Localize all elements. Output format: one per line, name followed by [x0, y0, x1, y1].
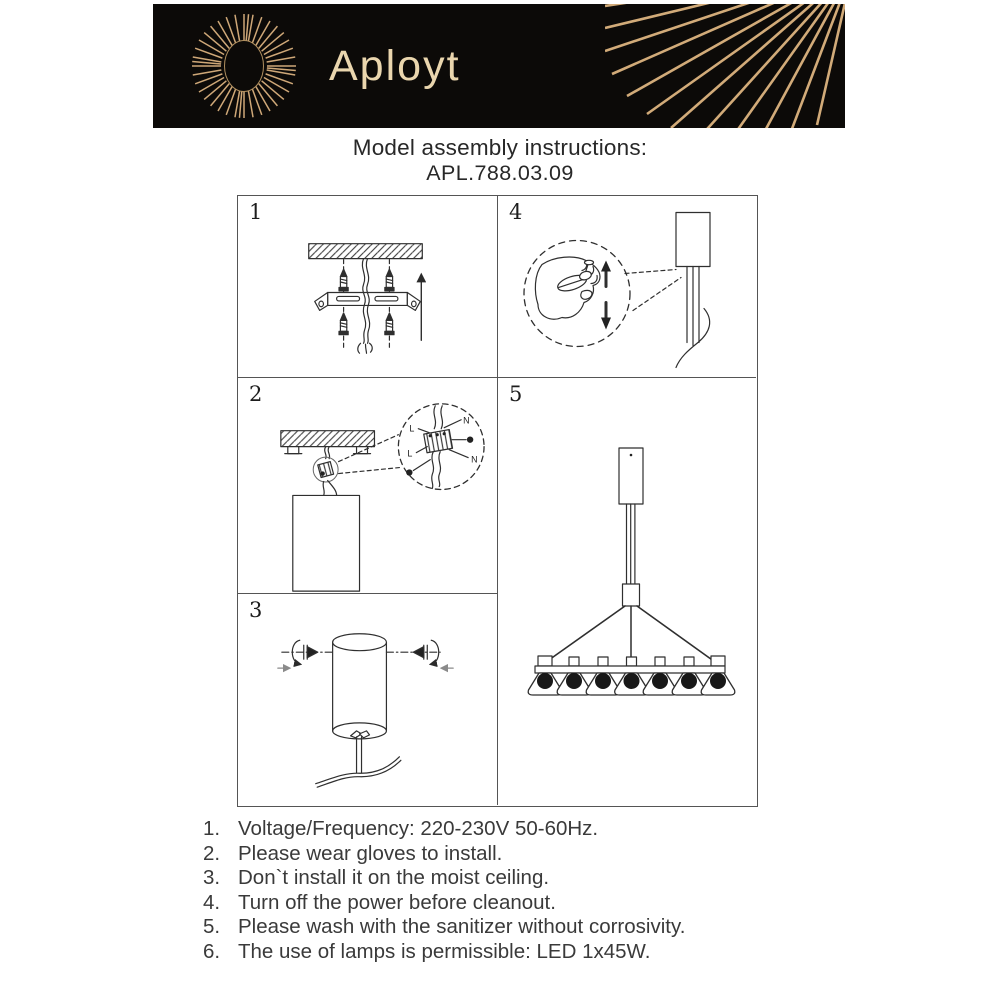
instruction-item [0, 940, 1000, 965]
step-5-number: 5 [509, 382, 523, 406]
instruction-text: Voltage/Frequency: 220-230V 50-60Hz. [238, 817, 599, 840]
brand-banner [153, 4, 845, 128]
step-4-number: 4 [509, 200, 523, 224]
model-number: APL.788.03.09 [426, 161, 574, 185]
instruction-text: Turn off the power before cleanout. [238, 890, 556, 914]
instruction-text: Don`t install it on the moist ceiling. [238, 866, 550, 890]
instruction-item [0, 915, 1000, 940]
instruction-number: 3. [203, 866, 221, 890]
panel-step-4 [498, 196, 756, 378]
instruction-number: 1. [203, 817, 221, 840]
svg-text:L: L [407, 448, 413, 459]
instruction-text: The use of lamps is permissible: LED 1x45W. [238, 939, 651, 963]
step-3-number: 3 [249, 598, 263, 622]
panel-step-2 [238, 378, 498, 594]
svg-text:N: N [471, 454, 478, 465]
decor-rays-icon [605, 4, 845, 128]
step-1-number: 1 [249, 200, 263, 224]
assembly-steps-grid [237, 195, 758, 807]
step-2-number: 2 [249, 382, 263, 406]
step-2-drawing [238, 378, 497, 593]
wiring-magnifier [398, 404, 484, 490]
instruction-text: Please wash with the sanitizer without corrosivity. [238, 915, 686, 939]
instruction-number: 2. [203, 841, 221, 865]
hand-sketch [535, 257, 600, 319]
panel-step-5 [498, 378, 756, 805]
step-4-drawing [498, 196, 756, 377]
svg-text:N: N [463, 415, 470, 426]
instruction-item [0, 866, 1000, 891]
instruction-number: 6. [203, 939, 221, 963]
instruction-number: 5. [203, 915, 221, 939]
panel-step-3 [238, 594, 498, 805]
instruction-item [0, 891, 1000, 916]
brand-name: Aployt [329, 42, 461, 90]
instruction-list [0, 817, 1000, 965]
panel-step-1 [238, 196, 498, 378]
instruction-item [0, 842, 1000, 867]
instruction-text: Please wear gloves to install. [238, 841, 503, 865]
instruction-item [0, 817, 1000, 842]
page-title: Model assembly instructions: [352, 135, 648, 160]
sunburst-logo-icon [189, 11, 299, 121]
step-3-drawing [238, 594, 497, 805]
step-5-drawing [498, 378, 756, 805]
step-1-drawing [238, 196, 497, 377]
svg-text:L: L [409, 423, 415, 434]
instruction-number: 4. [203, 890, 221, 914]
